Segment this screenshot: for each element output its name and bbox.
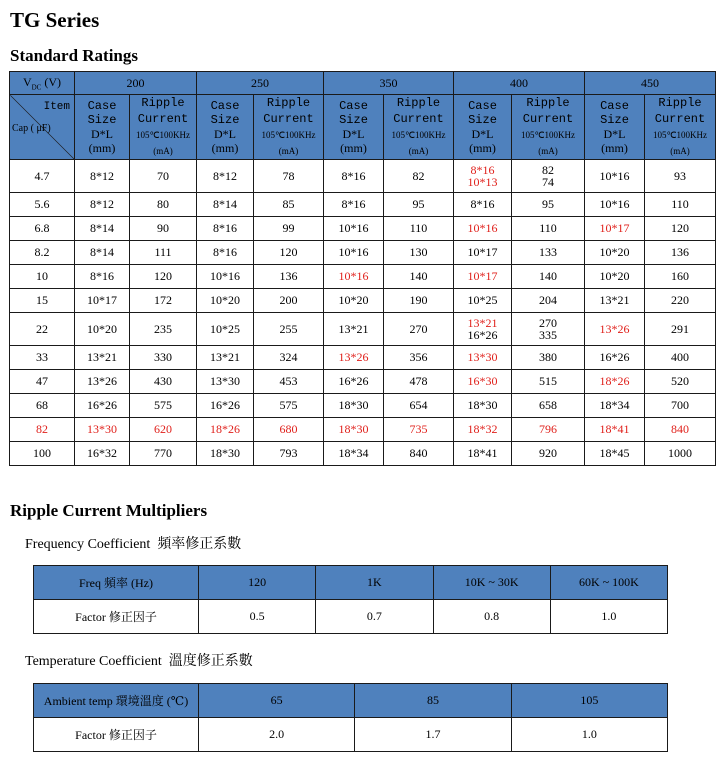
case-size-cell <box>454 313 512 346</box>
ripple-current-cell: 110 <box>512 217 585 241</box>
capacitance-cell: 15 <box>10 289 75 313</box>
freq-header: Freq 頻率 (Hz) <box>34 566 199 600</box>
case-size-cell: 18*32 <box>454 418 512 442</box>
ripple-current-cell: 430 <box>130 370 197 394</box>
ripple-current-header-line: (mA) <box>278 146 299 156</box>
ripple-current-cell: 120 <box>130 265 197 289</box>
ripple-current-cell: 1000 <box>645 442 716 466</box>
freq-factor: 0.8 <box>433 600 550 634</box>
capacitance-cell: 22 <box>10 313 75 346</box>
capacitance-cell: 8.2 <box>10 241 75 265</box>
ripple-current-cell: 575 <box>254 394 324 418</box>
ripple-current-cell: 82 <box>384 160 454 193</box>
case-size-cell: 18*34 <box>324 442 384 466</box>
ripple-current-cell: 330 <box>130 346 197 370</box>
case-size-header-line: Case <box>339 99 368 113</box>
ripple-current-cell: 235 <box>130 313 197 346</box>
voltage-header: 200 <box>75 72 197 95</box>
case-size-cell: 10*17 <box>75 289 130 313</box>
capacitance-cell: 82 <box>10 418 75 442</box>
case-size-cell: 13*30 <box>75 418 130 442</box>
case-size-cell: 13*26 <box>585 313 645 346</box>
freq-value: 1K <box>316 566 433 600</box>
ratings-row <box>10 289 716 313</box>
cell-line: 74 <box>542 175 554 189</box>
ripple-current-header <box>384 95 454 160</box>
case-size-cell: 10*17 <box>585 217 645 241</box>
ripple-current-header-line: 105℃100KHz <box>261 130 316 140</box>
case-size-cell: 8*12 <box>75 160 130 193</box>
freq-value: 120 <box>199 566 316 600</box>
ripple-current-cell: 654 <box>384 394 454 418</box>
case-size-cell: 18*30 <box>324 394 384 418</box>
capacitance-cell: 68 <box>10 394 75 418</box>
case-size-cell: 8*16 <box>197 241 254 265</box>
ratings-row <box>10 442 716 466</box>
item-cap-header <box>10 95 75 160</box>
ripple-current-cell: 840 <box>645 418 716 442</box>
factor-label: Factor 修正因子 <box>34 718 199 752</box>
case-size-cell: 8*12 <box>197 160 254 193</box>
cell-line: 10*13 <box>467 175 498 189</box>
ripple-current-cell: 575 <box>130 394 197 418</box>
ripple-current-cell: 324 <box>254 346 324 370</box>
ripple-current-cell: 700 <box>645 394 716 418</box>
temp-value: 105 <box>511 684 667 718</box>
voltage-header: 450 <box>585 72 716 95</box>
case-size-cell: 10*16 <box>454 217 512 241</box>
ripple-current-cell: 200 <box>254 289 324 313</box>
case-size-cell: 16*26 <box>197 394 254 418</box>
ripple-current-header <box>512 95 585 160</box>
cell-line: 13*21 <box>467 316 498 330</box>
ripple-current-cell: 160 <box>645 265 716 289</box>
temp-header: Ambient temp 環境溫度 (℃) <box>34 684 199 718</box>
ripple-current-cell: 680 <box>254 418 324 442</box>
case-size-cell: 10*16 <box>324 241 384 265</box>
temperature-coefficient-label: Temperature Coefficient 溫度修正系數 <box>25 654 253 669</box>
capacitance-cell: 4.7 <box>10 160 75 193</box>
freq-factor: 0.7 <box>316 600 433 634</box>
case-size-cell: 18*30 <box>454 394 512 418</box>
case-size-header-line: D*L <box>471 127 494 141</box>
temperature-coefficient-table <box>33 683 668 752</box>
ripple-current-header <box>254 95 324 160</box>
ratings-row <box>10 418 716 442</box>
ripple-current-cell: 356 <box>384 346 454 370</box>
case-size-cell: 8*16 <box>197 217 254 241</box>
cell-line: 335 <box>539 328 557 342</box>
freq-factor: 1.0 <box>550 600 667 634</box>
case-size-cell: 16*26 <box>75 394 130 418</box>
case-size-cell: 18*41 <box>454 442 512 466</box>
ripple-current-header-line: Ripple <box>658 96 702 110</box>
case-size-header-line: (mm) <box>340 141 367 155</box>
case-size-cell: 13*26 <box>324 346 384 370</box>
ripple-current-cell: 70 <box>130 160 197 193</box>
ripple-current-cell: 99 <box>254 217 324 241</box>
frequency-coefficient-table <box>33 565 668 634</box>
case-size-cell: 10*20 <box>75 313 130 346</box>
ripple-current-header-line: 105℃100KHz <box>135 130 191 140</box>
case-size-header-line: D*L <box>342 127 365 141</box>
ripple-current-cell: 78 <box>254 160 324 193</box>
cell-line: 16*26 <box>467 328 498 342</box>
case-size-header-line: (mm) <box>469 141 496 155</box>
case-size-header <box>75 95 130 160</box>
column-header-row <box>10 95 716 160</box>
standard-ratings-table <box>9 71 716 466</box>
ripple-current-cell: 95 <box>512 193 585 217</box>
freq-factor-row <box>34 600 668 634</box>
item-label: Item <box>43 101 70 113</box>
case-size-cell: 8*16 <box>454 193 512 217</box>
capacitance-cell: 5.6 <box>10 193 75 217</box>
cell-line: 270 <box>539 316 557 330</box>
case-size-cell: 10*17 <box>454 265 512 289</box>
ripple-current-header-line: Ripple <box>396 96 441 110</box>
case-size-header-line: Size <box>210 113 240 127</box>
case-size-header-line: Size <box>339 113 368 127</box>
ripple-current-cell <box>512 160 585 193</box>
voltage-header-row <box>10 72 716 95</box>
voltage-header: 250 <box>197 72 324 95</box>
ripple-current-header-line: Current <box>522 112 574 126</box>
case-size-header-line: D*L <box>214 127 236 141</box>
freq-header-row <box>34 566 668 600</box>
ripple-current-header-line: Ripple <box>141 96 185 110</box>
case-size-header-line: Case <box>87 99 117 113</box>
capacitance-cell: 6.8 <box>10 217 75 241</box>
case-size-header <box>454 95 512 160</box>
case-size-header <box>197 95 254 160</box>
cell-line: 82 <box>542 163 554 177</box>
case-size-cell: 16*30 <box>454 370 512 394</box>
frequency-coefficient-label: Frequency Coefficient 頻率修正系數 <box>25 537 242 552</box>
case-size-header-line: Case <box>210 99 240 113</box>
case-size-cell <box>454 160 512 193</box>
case-size-cell: 10*20 <box>197 289 254 313</box>
ratings-row <box>10 265 716 289</box>
ripple-current-cell: 133 <box>512 241 585 265</box>
vdc-header: $V_{DC}$ (V) <box>10 72 75 95</box>
ripple-current-cell: 140 <box>512 265 585 289</box>
case-size-cell: 18*30 <box>324 418 384 442</box>
case-size-cell: 13*21 <box>197 346 254 370</box>
temp-factor-row <box>34 718 668 752</box>
case-size-cell: 13*30 <box>454 346 512 370</box>
ripple-current-cell: 478 <box>384 370 454 394</box>
ripple-current-cell: 520 <box>645 370 716 394</box>
ripple-current-cell: 220 <box>645 289 716 313</box>
ripple-current-cell: 400 <box>645 346 716 370</box>
ripple-current-cell: 190 <box>384 289 454 313</box>
ripple-current-header-line: Current <box>263 112 314 126</box>
cap-label: Cap ( μF) <box>12 123 51 134</box>
ripple-current-header-line: Current <box>654 112 706 126</box>
voltage-header: 350 <box>324 72 454 95</box>
ripple-current-cell: 291 <box>645 313 716 346</box>
case-size-header <box>585 95 645 160</box>
page-title: TG Series <box>10 8 100 32</box>
capacitance-cell: 33 <box>10 346 75 370</box>
temp-value: 85 <box>355 684 511 718</box>
case-size-cell: 8*14 <box>75 241 130 265</box>
case-size-cell: 10*16 <box>585 193 645 217</box>
ripple-current-cell: 93 <box>645 160 716 193</box>
case-size-header-line: (mm) <box>601 141 628 155</box>
case-size-header-line: D*L <box>91 127 113 141</box>
case-size-header-line: Case <box>468 99 497 113</box>
case-size-cell: 16*26 <box>585 346 645 370</box>
freq-value: 10K ~ 30K <box>433 566 550 600</box>
case-size-cell: 18*34 <box>585 394 645 418</box>
case-size-cell: 10*20 <box>585 265 645 289</box>
case-size-cell: 18*26 <box>585 370 645 394</box>
ratings-row <box>10 193 716 217</box>
ripple-current-cell: 110 <box>645 193 716 217</box>
case-size-cell: 13*21 <box>585 289 645 313</box>
capacitance-cell: 10 <box>10 265 75 289</box>
ripple-current-cell: 110 <box>384 217 454 241</box>
ripple-current-header-line: (mA) <box>153 146 173 156</box>
factor-label: Factor 修正因子 <box>34 600 199 634</box>
ripple-current-header-line: (mA) <box>538 146 558 156</box>
ripple-current-cell: 620 <box>130 418 197 442</box>
case-size-cell: 18*26 <box>197 418 254 442</box>
voltage-header: 400 <box>454 72 585 95</box>
case-size-header <box>324 95 384 160</box>
ripple-current-cell: 90 <box>130 217 197 241</box>
case-size-header-line: Size <box>87 113 117 127</box>
case-size-cell: 8*16 <box>75 265 130 289</box>
ripple-current-cell: 85 <box>254 193 324 217</box>
case-size-cell: 10*16 <box>585 160 645 193</box>
ripple-current-cell: 380 <box>512 346 585 370</box>
ripple-current-header <box>645 95 716 160</box>
ripple-current-cell: 136 <box>645 241 716 265</box>
case-size-cell: 13*30 <box>197 370 254 394</box>
ripple-current-cell: 111 <box>130 241 197 265</box>
ripple-current-header-line: Ripple <box>526 96 570 110</box>
case-size-cell: 10*25 <box>197 313 254 346</box>
ripple-current-cell: 658 <box>512 394 585 418</box>
section-title-ripple-multipliers: Ripple Current Multipliers <box>10 501 208 520</box>
case-size-cell: 16*26 <box>324 370 384 394</box>
case-size-cell: 8*16 <box>324 160 384 193</box>
ripple-current-cell: 270 <box>384 313 454 346</box>
case-size-cell: 10*17 <box>454 241 512 265</box>
case-size-cell: 10*25 <box>454 289 512 313</box>
ripple-current-cell: 172 <box>130 289 197 313</box>
case-size-cell: 13*26 <box>75 370 130 394</box>
ripple-current-cell: 80 <box>130 193 197 217</box>
ripple-current-cell <box>512 313 585 346</box>
case-size-cell: 18*41 <box>585 418 645 442</box>
case-size-header-line: D*L <box>603 127 626 141</box>
ripple-current-cell: 136 <box>254 265 324 289</box>
case-size-header-line: Case <box>600 99 629 113</box>
ripple-current-cell: 770 <box>130 442 197 466</box>
ripple-current-header-line: Current <box>393 112 444 126</box>
capacitance-cell: 47 <box>10 370 75 394</box>
case-size-cell: 8*14 <box>75 217 130 241</box>
case-size-cell: 16*32 <box>75 442 130 466</box>
cell-line: 8*16 <box>470 163 495 177</box>
ripple-current-header-line: (mA) <box>670 146 690 156</box>
case-size-cell: 10*16 <box>324 265 384 289</box>
ripple-current-header-line: 105℃100KHz <box>391 130 446 140</box>
case-size-cell: 18*45 <box>585 442 645 466</box>
ripple-current-header-line: Current <box>137 112 189 126</box>
ripple-current-cell: 453 <box>254 370 324 394</box>
ratings-row <box>10 241 716 265</box>
temp-value: 65 <box>199 684 355 718</box>
ratings-row <box>10 160 716 193</box>
ratings-row <box>10 394 716 418</box>
case-size-cell: 8*14 <box>197 193 254 217</box>
ripple-current-header-line: 105℃100KHz <box>652 130 708 140</box>
ratings-row <box>10 313 716 346</box>
ripple-current-cell: 793 <box>254 442 324 466</box>
case-size-cell: 13*21 <box>324 313 384 346</box>
case-size-cell: 10*20 <box>324 289 384 313</box>
case-size-cell: 8*12 <box>75 193 130 217</box>
ripple-current-cell: 255 <box>254 313 324 346</box>
case-size-cell: 13*21 <box>75 346 130 370</box>
ripple-current-cell: 95 <box>384 193 454 217</box>
ripple-current-cell: 796 <box>512 418 585 442</box>
ratings-row <box>10 217 716 241</box>
capacitance-cell: 100 <box>10 442 75 466</box>
ripple-current-cell: 204 <box>512 289 585 313</box>
ripple-current-cell: 120 <box>645 217 716 241</box>
ripple-current-cell: 140 <box>384 265 454 289</box>
temp-factor: 2.0 <box>199 718 355 752</box>
ripple-current-cell: 735 <box>384 418 454 442</box>
case-size-cell: 10*20 <box>585 241 645 265</box>
ripple-current-header-line: (mA) <box>408 146 429 156</box>
case-size-cell: 18*30 <box>197 442 254 466</box>
ripple-current-cell: 130 <box>384 241 454 265</box>
ripple-current-header <box>130 95 197 160</box>
temp-factor: 1.0 <box>511 718 667 752</box>
case-size-cell: 10*16 <box>324 217 384 241</box>
case-size-header-line: (mm) <box>211 141 239 155</box>
ripple-current-cell: 515 <box>512 370 585 394</box>
case-size-header-line: (mm) <box>88 141 116 155</box>
case-size-header-line: Size <box>600 113 629 127</box>
temp-header-row <box>34 684 668 718</box>
case-size-cell: 8*16 <box>324 193 384 217</box>
ripple-current-header-line: 105℃100KHz <box>520 130 576 140</box>
section-title-standard-ratings: Standard Ratings <box>10 46 139 65</box>
ripple-current-cell: 120 <box>254 241 324 265</box>
temp-factor: 1.7 <box>355 718 511 752</box>
case-size-header-line: Size <box>468 113 497 127</box>
case-size-cell: 10*16 <box>197 265 254 289</box>
ripple-current-header-line: Ripple <box>266 96 311 110</box>
ratings-row <box>10 370 716 394</box>
ripple-current-cell: 840 <box>384 442 454 466</box>
ratings-row <box>10 346 716 370</box>
ripple-current-cell: 920 <box>512 442 585 466</box>
freq-factor: 0.5 <box>199 600 316 634</box>
freq-value: 60K ~ 100K <box>550 566 667 600</box>
